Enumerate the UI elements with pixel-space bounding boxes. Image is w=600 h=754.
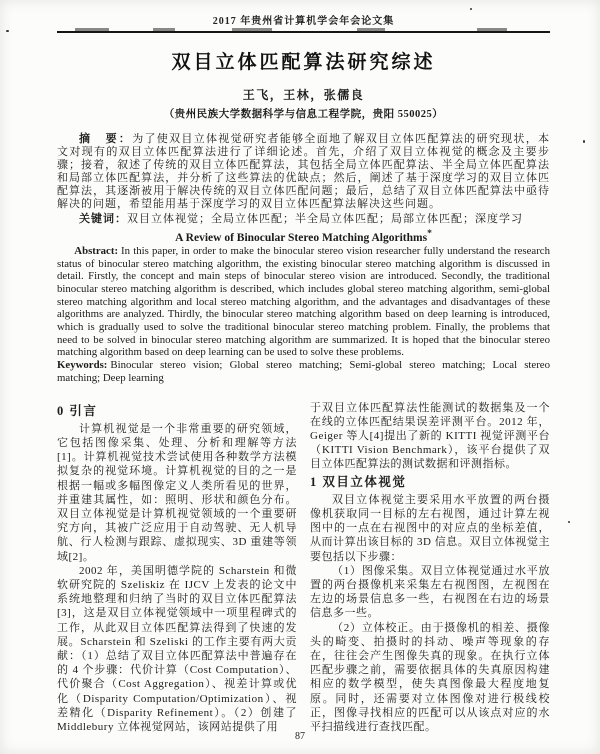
header-rule (57, 31, 550, 33)
proceedings-header: 2017 年贵州省计算机学会年会论文集 (212, 16, 395, 27)
scan-smudge (75, 28, 109, 31)
abstract-cn-label: 摘 要： (79, 133, 133, 145)
keywords-en-text: Binocular stereo vision; Global stereo matching; Semi-global stereo matching; Local stereo matching; Deep learning (57, 359, 550, 384)
abstract-en-label: Abstract: (74, 244, 119, 257)
body-paragraph: 2002 年，美国明德学院的 Scharstein 和微软研究院的 Szeliskiz 在 IJCV 上发表的论文中系统地整理和归纳了当时的双目立体匹配算法[3]，这是双目立体视觉领域中一项里程碑式的工作，从此双目立体匹配算法得到了快速的发展。Scharstein 和 Szeliski 的工作主要有两大贡献：（1）总结了双目立体匹配算法中普遍存在的 4 个步骤：代价计算（Cost Computation）、代价聚合（Cost Aggregation）、视差计算或优化（Disparity Computation/Optimization）、视差精化（Disparity Refinement）。（2）创建了 Middlebury 立体视觉网站，该网站提供了用 (57, 564, 297, 734)
scan-speck (568, 521, 570, 523)
section-heading-introduction: 0 引言 (57, 403, 98, 418)
scan-smudge (357, 28, 385, 31)
body-paragraph: （1）图像采集。双目立体视觉通过水平放置的两台摄像机来采集左右视图图，左视图在左边的场景信息多一些，右视图在右边的场景信息多一些。 (310, 564, 550, 620)
abstract-cn (57, 133, 550, 211)
keywords-en (57, 359, 550, 384)
page-number: 87 (295, 731, 305, 742)
scan-smudge (477, 28, 507, 31)
scan-speck (583, 140, 585, 143)
keywords-cn (57, 212, 550, 226)
keywords-en-label: Keywords: (57, 359, 108, 372)
paper-title-en-text: A Review of Binocular Stereo Matching Algorithms (175, 231, 428, 244)
right-column (310, 401, 550, 735)
section-heading-binocular-stereo-vision: 1 双目立体视觉 (310, 474, 407, 489)
affiliation-line: （贵州民族大学数据科学与信息工程学院，贵阳 550025） (163, 109, 444, 120)
paper-title: 双目立体匹配算法研究综述 (171, 52, 436, 73)
abstract-en (57, 245, 550, 359)
two-column-body (57, 401, 550, 735)
scan-speck (6, 30, 9, 32)
scan-smudge (153, 28, 175, 31)
authors-line: 王飞，王林，张儒良 (242, 88, 365, 102)
body-paragraph: 双目立体视觉主要采用水平放置的两台摄像机获取同一目标的左右视图，通过计算左视图中的一点在右视图中的对应点的坐标差值，从而计算出该目标的 3D 信息。双目立体视觉主要包括以下步骤： (310, 493, 550, 563)
body-paragraph: 计算机视觉是一个非常重要的研究领域，它包括图像采集、处理、分析和理解等方法[1]。计算机视觉技术尝试使用各种数学方法模拟复杂的视觉环境。计算机视觉的目的之一是根据一幅或多幅图像定义人类所看见的世界，并重建其属性，如：照明、形状和颜色分布。双目立体视觉是计算机视觉领域的一个重要研究方向，其被广泛应用于自动驾驶、无人机导航、行人检测与跟踪、虚拟现实、3D 重建等领域[2]。 (57, 422, 297, 563)
page-content (57, 12, 550, 734)
left-column (57, 401, 297, 735)
paper-title-en (57, 228, 550, 244)
scan-smudge (232, 28, 272, 31)
body-paragraph-continuation: 于双目立体匹配算法性能测试的数据集及一个在线的立体匹配结果误差评测平台。2012 年，Geiger 等人[4]提出了新的 KITTI 视觉评测平台（KITTI Vision Benchmark），该平台提供了双目立体匹配算法的测试数据和评测指标。 (310, 401, 550, 471)
scan-speck (470, 8, 472, 10)
abstract-en-text: In this paper, in order to make the binocular stereo vision researcher fully understand the research status of binocular stereo matching algorithm, the existing binocular stereo matching algorithm is discussed in detail. Firstly, the concept and main steps of binocular stereo vision are introduced. Secondly, the traditional binocular stereo matching algorithm is described, which includes global stereo matching algorithm, semi-global stereo matching algorithm and local stereo matching algorithm, and the advantages and disadvantages of these algorithms are analyzed. Thirdly, the binocular stereo matching algorithm based on deep learning is introduced, which is gradually used to solve the traditional binocular stereo matching problem. Finally, the problems that need to be solved in binocular stereo matching algorithm are summarized. It is hoped that the binocular stereo matching algorithm based on deep learning can be used to solve these problems. (57, 244, 550, 359)
body-paragraph: （2）立体校正。由于摄像机的相差、摄像头的畸变、拍摄时的抖动、噪声等现象的存在，往往会产生图像失真的现象。在执行立体匹配步骤之前，需要依据具体的失真原因构建相应的数学模型，使失真图像最大程度地复原。同时，还需要对立体图像对进行极线校正，图像寻找相应的匹配可以从该点对应的水平扫描线进行查找匹配。 (310, 621, 550, 734)
keywords-cn-label: 关键词： (79, 213, 127, 225)
keywords-cn-text: 双目立体视觉；全局立体匹配；半全局立体匹配；局部立体匹配；深度学习 (127, 213, 523, 225)
title-footnote-mark: * (427, 228, 432, 239)
abstract-cn-text: 为了使双目立体视觉研究者能够全面地了解双目立体匹配算法的研究现状，本文对现有的双目立体匹配算法进行了详细论述。首先，介绍了双目立体视觉的概念及主要步骤；接着，叙述了传统的双目立体匹配算法，其包括全局立体匹配算法、半全局立体匹配算法和局部立体匹配算法，并分析了这些算法的优缺点；然后，阐述了基于深度学习的双目立体匹配算法，其逐渐被用于解决传统的双目立体匹配问题；最后，总结了双目立体匹配算法中亟待解决的问题，希望能用基于深度学习的双目立体匹配算法解决这些问题。 (57, 133, 551, 210)
